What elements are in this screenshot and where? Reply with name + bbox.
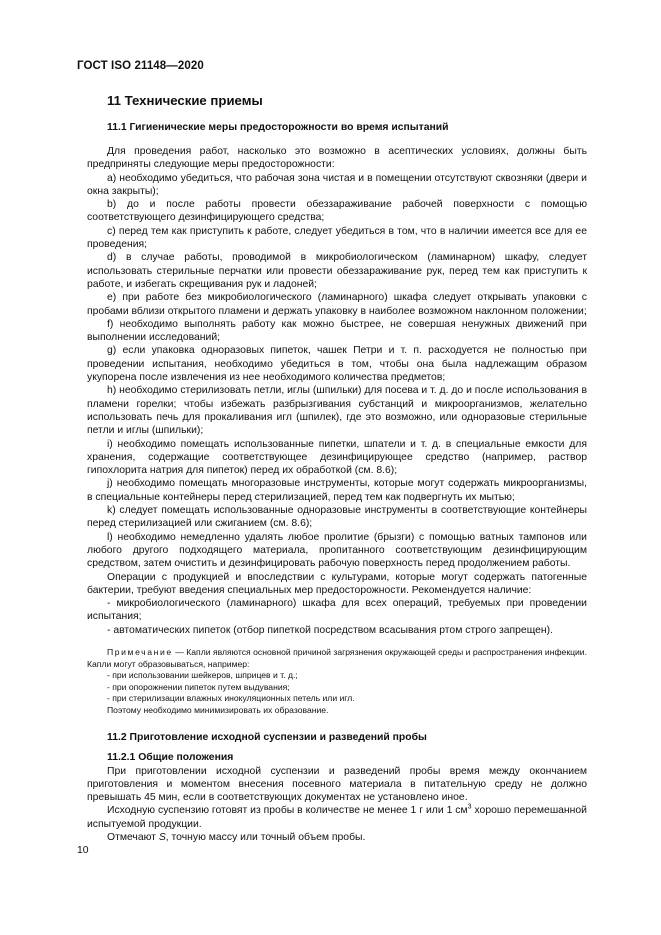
note-item-2: - при опорожнении пипеток путем выдувания; [107, 681, 290, 692]
note-text: — Капли являются основной причиной загрязнения окружающей среды и распространения инфекции. Капли могут образовываться, например: [87, 646, 587, 669]
cubic-superscript: 3 [467, 803, 472, 811]
paragraph-3-end: , точную массу или точный объем пробы. [165, 832, 366, 844]
section-11-2-title: 11.2 Приготовление исходной суспензии и разведений пробы [107, 731, 427, 743]
list-item-d: d) в случае работы, проводимой в микробиологическом (ламинарном) шкафу, следует использовать стерильные перчатки или провести обеззараживание рук, перед тем как приступить к работе, и избегать скрещивания рук и ладоней; [87, 252, 587, 290]
list-item-k: k) следует помещать использованные одноразовые инструменты в соответствующие контейнеры перед стерилизацией или сжиганием (см. 8.6); [87, 505, 587, 530]
page-content [87, 93, 587, 844]
note-block [87, 647, 587, 717]
requirement-1: - микробиологического (ламинарного) шкафа для всех операций, требуемых при проведении испытания; [87, 598, 587, 623]
list-item-a: a) необходимо убедиться, что рабочая зона чистая и в помещении отсутствуют сквозняки (двери и окна закрыты); [87, 172, 587, 197]
list-item-j: j) необходимо помещать многоразовые инструменты, которые могут содержать микроорганизмы, в специальные контейнеры перед стерилизацией, перед тем как подвергнуть их мытью; [87, 478, 587, 503]
list-item-g: g) если упаковка одноразовых пипеток, чашек Петри и т. п. расходуется не полностью при проведении испытания, необходимо убедиться в том, чтобы она была надлежащим образом укупорена после извлечения из нее необходимого количества предметов; [87, 345, 587, 384]
list-item-b: b) до и после работы провести обеззараживание рабочей поверхности с помощью соответствующего дезинфицирующего средства; [87, 199, 587, 224]
paragraph-3-start: Отмечают [107, 832, 159, 844]
paragraph-1: При приготовлении исходной суспензии и разведений пробы время между окончанием приготовления и моментом внесения посевного материала в питательную среду не должно превышать 45 мин, если в соответствующих документах не установлено иное. [87, 765, 587, 804]
list-item-c: c) перед тем как приступить к работе, следует убедиться в том, что в наличии имеется все для ее проведения; [87, 225, 587, 251]
list-item-e: e) при работе без микробиологического (ламинарного) шкафа следует открывать упаковки с пробами вблизи открытого пламени и держать упаковку в наиболее возможном наклонном положении; [87, 292, 587, 317]
paragraph-3 [87, 831, 587, 844]
list-item-l: l) необходимо немедленно удалять любое пролитие (брызги) с помощью ватных тампонов или любого другого подходящего материала, пропитанного соответствующим дезинфицирующим средством, затем очистить и дезинфицировать рабочую поверхность перед продолжением работы. [87, 531, 587, 570]
note-paragraph [87, 647, 587, 670]
symbol-s: S [158, 832, 166, 844]
intro-paragraph: Для проведения работ, насколько это возможно в асептических условиях, должны быть предприняты следующие меры предосторожности: [87, 146, 587, 171]
list-item-f: f) необходимо выполнять работу как можно быстрее, не совершая ненужных движений при выполнении исследований; [87, 318, 587, 344]
note-label: Примечание [107, 646, 173, 657]
section-11-2-1-title: 11.2.1 Общие положения [107, 751, 234, 763]
list-item-h: h) необходимо стерилизовать петли, иглы (шпильки) для посева и т. д. до и после использования в пламени горелки; чтобы избежать разбрызгивания субстанций и микроорганизмов, желательно использовать печь для прокаливания игл (шпилек), где это возможно, или одноразовые стерильные петли и иглы (шпильки); [87, 385, 587, 437]
list-item-i: i) необходимо помещать использованные пипетки, шпатели и т. д. в специальные емкости для хранения, содержащие соответствующее дезинфицирующее средство (например, раствор гипохлорита натрия для пипеток) перед их обработкой (см. 8.6); [87, 438, 587, 477]
note-end: Поэтому необходимо минимизировать их образование. [107, 704, 329, 715]
requirement-2: - автоматических пипеток (отбор пипеткой посредством всасывания ртом строго запрещен). [107, 624, 554, 636]
note-item-1: - при использовании шейкеров, шприцев и т. д.; [107, 670, 298, 681]
operations-paragraph: Операции с продукцией и впоследствии с культурами, которые могут содержать патогенные бактерии, требуют введения специальных мер предосторожности. Рекомендуется наличие: [87, 571, 587, 596]
note-item-3: - при стерилизации влажных инокуляционных петель или игл. [107, 693, 355, 704]
paragraph-2-start: Исходную суспензию готовят из пробы в количестве не менее 1 г или 1 см [107, 805, 468, 817]
page-number: 10 [77, 845, 89, 856]
section-11-title: 11 Технические приемы [107, 93, 263, 108]
paragraph-2 [87, 804, 587, 831]
document-header: ГОСТ ISO 21148—2020 [77, 60, 204, 72]
section-11-1-title: 11.1 Гигиенические меры предосторожности во время испытаний [107, 122, 449, 133]
paragraph-2-end: хорошо перемешанной испытуемой продукции. [87, 805, 587, 830]
